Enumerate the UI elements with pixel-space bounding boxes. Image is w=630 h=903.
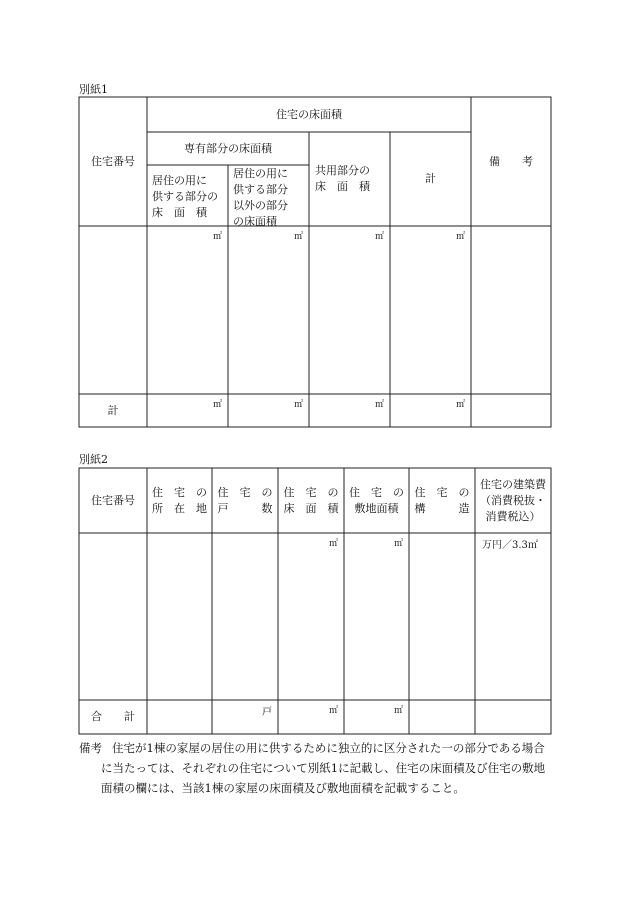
remarks-line: に当たっては、それぞれの住宅について別紙1に記載し、住宅の床面積及び住宅の敷地 — [101, 761, 546, 775]
sheet1-title: 別紙1 — [79, 83, 108, 96]
sheet2-title: 別紙2 — [79, 453, 108, 466]
remarks-line: 面積の欄には、当該1棟の家屋の床面積及び敷地面積を記載すること。 — [101, 781, 465, 795]
unit-m2: ㎡ — [294, 232, 304, 242]
unit-m2: ㎡ — [375, 400, 385, 410]
unit-kenchikuhi: 万円／3.3㎡ — [482, 540, 538, 551]
header-kyoju-bubun: 居住の用に 供する部分の 床 面 積 — [152, 174, 218, 219]
header-igai-bubun: 居住の用に 供する部分 以外の部分 の床面積 — [233, 167, 288, 228]
header-kyoyo-bubun: 共用部分の 床 面 積 — [315, 164, 370, 193]
header-yuka-menseki: 住宅の床面積 — [276, 107, 342, 121]
header-jutaku-bango: 住宅番号 — [91, 154, 135, 168]
header-yuka-menseki: 住 宅 の 床 面 積 — [283, 485, 339, 515]
unit-m2: ㎡ — [375, 232, 385, 242]
total-label: 計 — [107, 403, 119, 417]
unit-m2: ㎡ — [294, 400, 304, 410]
unit-m2: ㎡ — [329, 706, 339, 716]
header-senyu-bubun: 専有部分の床面積 — [184, 141, 272, 155]
remarks-label: 備考 — [79, 741, 102, 755]
header-kosu: 住 宅 の 戸 数 — [217, 485, 273, 515]
header-kei: 計 — [425, 172, 436, 185]
header-jutaku-bango: 住宅番号 — [91, 493, 135, 507]
header-kenchikuhi: 住宅の建築費 （消費税抜・ 消費税込） — [480, 477, 546, 523]
header-biko: 備 考 — [489, 154, 533, 168]
header-kozo: 住 宅 の 構 造 — [414, 485, 470, 515]
unit-m2: ㎡ — [456, 400, 466, 410]
unit-ko: 戸 — [262, 707, 272, 718]
unit-m2: ㎡ — [456, 232, 466, 242]
unit-m2: ㎡ — [394, 539, 404, 549]
unit-m2: ㎡ — [394, 706, 404, 716]
total-label: 合 計 — [91, 710, 135, 723]
unit-m2: ㎡ — [213, 232, 223, 242]
unit-m2: ㎡ — [213, 400, 223, 410]
header-shikichi-menseki: 住 宅 の 敷地面積 — [349, 485, 404, 515]
remarks-line: 住宅が1棟の家屋の居住の用に供するために独立的に区分された一の部分である場合 — [112, 741, 545, 755]
unit-m2: ㎡ — [329, 539, 339, 549]
header-shozaichi: 住 宅 の 所 在 地 — [152, 485, 207, 515]
